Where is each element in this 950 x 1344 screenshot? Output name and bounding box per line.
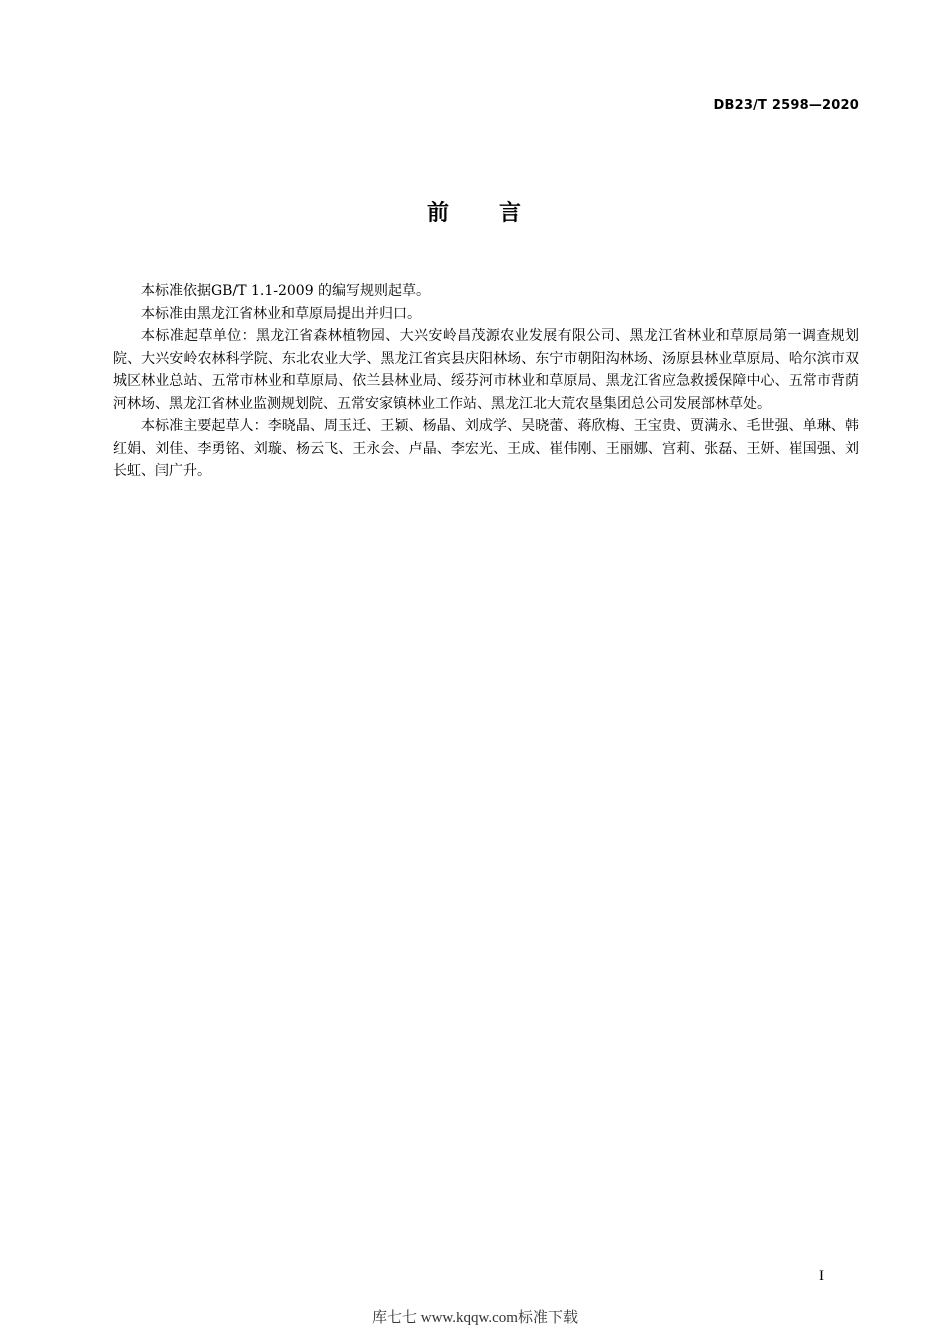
page-number: I — [819, 1268, 824, 1284]
paragraph-drafting-rules: 本标准依据GB/T 1.1-2009 的编写规则起草。 — [141, 283, 431, 299]
paragraph-drafters: 本标准主要起草人：李晓晶、周玉迁、王颖、杨晶、刘成学、吴晓蕾、蒋欣梅、王宝贵、贾满永、毛世强、单琳、韩红娟、刘佳、李勇铭、刘璇、杨云飞、王永会、卢晶、李宏光、王成、崔伟刚、王丽娜、宫莉、张磊、王妍、崔国强、刘长虹、闫广升。 — [113, 418, 859, 479]
foreword-body — [113, 280, 859, 483]
page-title — [0, 196, 950, 227]
standard-code: DB23/T 2598—2020 — [713, 98, 859, 113]
title-char-1: 前 — [426, 201, 451, 226]
watermark-link[interactable]: 库七七 www.kqqw.com标准下载 — [372, 1310, 578, 1326]
title-char-2: 言 — [499, 201, 524, 226]
paragraph-proposer: 本标准由黑龙江省林业和草原局提出并归口。 — [141, 305, 421, 322]
paragraph-drafting-units: 本标准起草单位：黑龙江省森林植物园、大兴安岭昌茂源农业发展有限公司、黑龙江省林业和草原局第一调查规划院、大兴安岭农林科学院、东北农业大学、黑龙江省宾县庆阳林场、东宁市朝阳沟林场、汤原县林业草原局、哈尔滨市双城区林业总站、五常市林业和草原局、依兰县林业局、绥芬河市林业和草原局、黑龙江省应急救援保障中心、五常市背荫河林场、黑龙江省林业监测规划院、五常安家镇林业工作站、黑龙江北大荒农垦集团总公司发展部林草处。 — [113, 328, 859, 412]
